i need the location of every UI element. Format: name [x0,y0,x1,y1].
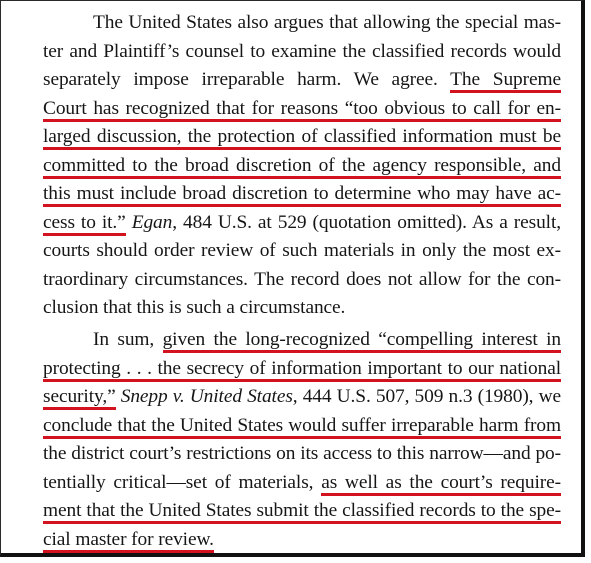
paragraph1-line-6 [43,151,561,180]
paragraph1-line-5 [43,122,561,151]
paragraph1-line-9 [43,236,561,265]
underlined-text: this must include broad discretion to determine who may have ac- [43,183,561,207]
text-segment: courts should order review of such materials in only the most ex- [43,240,561,261]
text-segment: The United States also argues that allowing the special mas- [93,12,561,33]
underlined-text: The Supreme [450,69,561,93]
text-segment: clusion that this is such a circumstance. [43,297,346,318]
paragraph2-line-6 [43,468,561,497]
text-segment: the district court’s restrictions on its access to this narrow—and po- [43,443,561,464]
text-segment: In sum, [93,329,163,350]
paragraph1-line-2 [43,37,561,66]
underlined-text: committed to the broad discretion of the agency responsible, and [43,155,561,179]
paragraph2-line-8 [43,525,561,554]
paragraph2-line-1 [93,325,561,354]
underlined-text: cess to it.” [43,212,126,236]
paragraph2-line-7 [43,496,561,525]
text-segment: tentially critical—set of materials, [43,471,322,493]
underlined-text: given the long-recognized “compelling interest in [163,329,561,353]
case-citation: Egan [131,211,173,233]
paragraph1-line-1 [93,8,561,37]
underlined-text: ment that the United States submit the classified records to the spe- [43,500,561,524]
paragraph1-line-3 [43,65,561,94]
paragraph2-line-3 [43,382,561,411]
underlined-text: Court has recognized that for reasons “too obvious to call for en- [43,98,561,122]
text-segment: traordinary circumstances. The record does not allow for the con- [43,268,561,290]
underlined-text: conclude that the United States would suffer irreparable harm from [43,415,561,439]
case-citation: Snepp v. United States [120,386,293,407]
paragraph1-line-7 [43,179,561,208]
underlined-text: larged discussion, the protection of classified information must be [43,126,561,150]
paragraph1-line-8 [43,208,561,237]
paragraph2-line-5 [43,439,561,468]
underlined-text: cial master for review. [43,529,214,553]
paragraph2-line-2 [43,354,561,383]
text-segment: ter and Plaintiff’s counsel to examine the classified records would [43,40,561,62]
text-segment: separately impose irreparable harm. We agree. [43,69,451,90]
text-segment: , 444 U.S. 507, 509 n.3 (1980), we [292,386,561,407]
paragraph1-line-11 [43,293,561,322]
underlined-text: security,” [43,386,116,410]
underlined-text: as well as the court’s require- [321,472,561,496]
text-segment: , 484 U.S. at 529 (quotation omitted). As a result, [172,211,561,233]
paragraph1-line-10 [43,265,561,294]
paragraph2-line-4 [43,411,561,440]
paragraph1-line-4 [43,94,561,123]
underlined-text: protecting . . . the secrecy of information important to our national [43,358,561,382]
